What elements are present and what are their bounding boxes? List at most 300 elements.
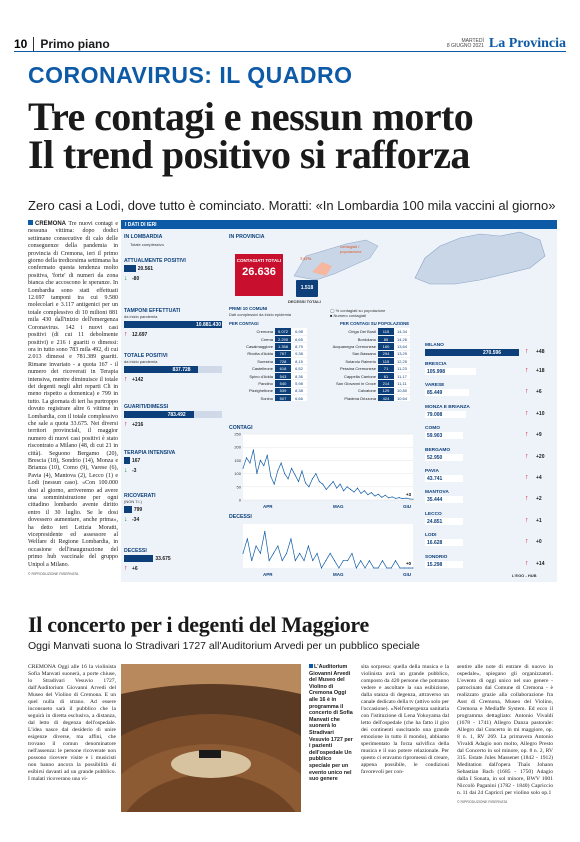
block-label: TAMPONI EFFETTUATI — [124, 308, 181, 314]
section-name: Primo piano — [33, 37, 109, 51]
comune-name: Acquanegra Cremonese — [332, 343, 376, 349]
y-tick-label: 0 — [238, 497, 241, 503]
arrow-up-icon: ↑ — [525, 452, 529, 460]
province-value: 15.298 — [425, 561, 463, 568]
province-value: 105.998 — [425, 368, 476, 375]
block-value-box — [124, 555, 153, 562]
data-point — [298, 481, 299, 482]
date-weekday: MARTEDÌ — [461, 37, 484, 44]
data-point — [408, 568, 409, 569]
comune-name: Spino d'Adda — [249, 373, 273, 379]
chart-area — [243, 524, 413, 568]
province-name: COMO — [425, 426, 440, 432]
province-row — [425, 490, 553, 504]
block-value-box — [124, 457, 130, 464]
table-row — [322, 335, 410, 342]
comune-name: Rivolta d'Adda — [247, 351, 273, 357]
comune-name: Soresina — [257, 358, 273, 364]
data-point — [386, 568, 387, 569]
article2-text-1: CREMONA Oggi alle 16 la violinista Sofia Manvati suonerà, a porte chiuse, lo Stradivari Vesuvio 1727, dall'Auditorium Giovanni Arvedi del Museo del Violino di Cremona. E un quel nulla di strano. Ad essere inconsueto sarà il pubblico che la seguirà in diretta esclusiva, a distanza, dal letto di degenza dell'ospedale. L'idea nasce dal desiderio di unire esigenze diverse, ma affini, che trovano il comun denominatore nell'assenza: le persone ricoverate non possono ricevere visite e i musicisti non hanno ancora la possibilità di esibirsi davanti ad un grande pubblico. I malati ricoverano una vi- — [28, 664, 116, 782]
comune-percent: 8,36 — [291, 372, 307, 379]
comune-percent: 5,98 — [291, 380, 307, 387]
provincia-label: IN PROVINCIA — [229, 234, 265, 240]
data-point — [378, 568, 379, 569]
comune-name: Solarolo Rainerio — [345, 358, 376, 364]
block-label: GUARITI/DIMESSI — [124, 404, 169, 410]
arrow-up-icon: ↑ — [525, 495, 529, 503]
last-value-label: +0 — [405, 561, 411, 566]
data-point — [256, 546, 257, 547]
data-point — [357, 488, 358, 489]
block-delta: -3 — [132, 468, 137, 474]
comune-name: Castelleone — [251, 366, 273, 372]
data-point — [247, 538, 248, 539]
data-point — [264, 531, 265, 532]
legend-pct-label: % contagiati su popolazione — [335, 308, 386, 313]
comune-percent: 8,15 — [291, 358, 307, 365]
block-value: +216 — [132, 422, 144, 428]
comune-name: Pandino — [258, 380, 273, 386]
arrow-down-icon: ↓ — [124, 467, 128, 474]
y-tick-label: 100 — [234, 471, 241, 477]
article2-column-4 — [457, 664, 553, 804]
table-row — [322, 387, 410, 394]
block-total: 10.881.430 — [196, 322, 222, 328]
comune-count: 540 — [275, 380, 291, 387]
contagi-chart — [229, 430, 419, 510]
date — [447, 39, 484, 49]
data-point — [249, 463, 250, 464]
province-delta: +10 — [536, 410, 545, 417]
block-value: 167 — [132, 458, 141, 464]
block-value: 799 — [133, 507, 143, 513]
province-milano — [425, 343, 553, 356]
comune-percent: 12,25 — [394, 358, 410, 365]
province-value: 59.903 — [425, 432, 463, 439]
comune-count: 507 — [275, 395, 291, 402]
page-header — [14, 36, 566, 52]
data-point — [329, 485, 330, 486]
per-pop-label: PER CONTAGI SU POPOLAZIONE — [340, 321, 410, 326]
comune-count: 618 — [275, 365, 291, 372]
comune-name: Pessina Cremonese — [339, 366, 376, 372]
block-delta: -34 — [132, 517, 140, 523]
table-row — [229, 328, 307, 335]
data-point — [277, 470, 278, 471]
article2-headline: Il concerto per i degenti del Maggiore — [28, 612, 369, 637]
table-row — [229, 343, 307, 350]
comune-percent: 6,65 — [291, 335, 307, 342]
comune-percent: 13,64 — [394, 343, 410, 350]
province-name: SONDRIO — [425, 554, 448, 560]
comune-count: 2.295 — [275, 335, 291, 342]
table-row — [322, 380, 410, 387]
data-point — [338, 568, 339, 569]
data-point — [371, 492, 372, 493]
data-point — [395, 498, 396, 499]
totale-legend: Totale complessivo — [130, 242, 164, 247]
province-name: LECCO — [425, 511, 442, 517]
block-sublabel: (NON T.I.) — [124, 499, 142, 504]
data-point — [308, 546, 309, 547]
data-point — [273, 553, 274, 554]
headline-line-2: Il trend positivo si rafforza — [28, 132, 470, 177]
data-point — [402, 498, 403, 499]
data-point — [392, 496, 393, 497]
comune-percent: 6,52 — [291, 365, 307, 372]
province-row — [425, 404, 553, 418]
data-point — [374, 496, 375, 497]
per-contagi-label: PER CONTAGI — [229, 321, 259, 326]
comune-percent: 11,23 — [394, 365, 410, 372]
block-label: ATTUALMENTE POSITIVI — [124, 258, 186, 264]
comune-count: 85 — [378, 335, 394, 342]
decessi-label: DECESSI TOTALI — [288, 299, 321, 304]
comune-percent: 11,11 — [394, 380, 410, 387]
data-point — [270, 476, 271, 477]
data-point — [373, 568, 374, 569]
block-value-box — [124, 265, 136, 272]
lombardia-map — [405, 228, 555, 288]
block-value: +142 — [132, 377, 144, 383]
comune-count: 728 — [275, 358, 291, 365]
data-point — [301, 470, 302, 471]
data-point — [343, 490, 344, 491]
data-point — [319, 481, 320, 482]
arrow-up-icon: ↑ — [525, 348, 529, 355]
comune-name: San Bassano — [352, 351, 376, 357]
comune-count: 543 — [275, 372, 291, 379]
comune-name: Casalmaggiore — [246, 343, 273, 349]
article2-copyright: © RIPRODUZIONE RISERVATA — [457, 800, 508, 804]
data-point — [291, 468, 292, 469]
table-row — [322, 358, 410, 365]
map-note: contagiati / popolazione — [340, 244, 362, 254]
data-point — [347, 486, 348, 487]
chart-decessi-title: DECESSI — [229, 514, 252, 520]
data-point — [385, 495, 386, 496]
comune-percent: 14,34 — [394, 328, 410, 335]
block-total: 837.728 — [172, 367, 191, 373]
data-point — [317, 553, 318, 554]
block-label: RICOVERATI — [124, 493, 156, 499]
block-delta: +6 — [132, 566, 138, 572]
y-tick-label: 250 — [234, 431, 241, 437]
table-row — [229, 365, 307, 372]
bullet-square-icon — [28, 220, 33, 225]
data-point — [367, 494, 368, 495]
article2-column-1 — [28, 664, 116, 783]
block-value: 12.697 — [132, 332, 148, 338]
data-point — [351, 553, 352, 554]
contagiati-box — [235, 254, 283, 296]
province-delta: +2 — [536, 496, 542, 503]
contagiati-value: 26.636 — [242, 266, 276, 278]
data-point — [312, 478, 313, 479]
comune-count: 767 — [275, 350, 291, 357]
province-value: 79.008 — [425, 411, 466, 418]
comune-count: 160 — [378, 343, 394, 350]
province-row — [425, 383, 553, 397]
legend-num: ■ Numero contagiati — [330, 313, 366, 318]
comune-name: San Giovanni in Croce — [335, 380, 376, 386]
data-point — [360, 493, 361, 494]
subheadline: Zero casi a Lodi, dove tutto è cominciato. Moratti: «In Lombardia 100 mila vaccini al giorno» — [28, 198, 556, 213]
province-value: 24.851 — [425, 518, 463, 525]
chart-contagi-title: CONTAGI — [229, 425, 253, 431]
arrow-up-icon: ↑ — [525, 516, 529, 524]
data-point — [413, 568, 414, 569]
caption-text: L'Auditorium Giovanni Arvedi del Museo del Violino di Cremona Oggi alle 16 è in programma il concerto di Sofia Manvati che suonerà lo Stradivari Vesuvio 1727 per i pazienti dell'ospedale Un pubblico speciale per un evento unico nel suo genere — [309, 664, 353, 783]
data-point — [354, 492, 355, 493]
data-point — [343, 560, 344, 561]
map-percentage: 7,67% — [300, 256, 312, 261]
data-point — [399, 497, 400, 498]
data-point — [350, 489, 351, 490]
auditorium-photo — [121, 664, 301, 812]
arrow-up-icon: ↑ — [525, 474, 529, 481]
province-name: VARESE — [425, 383, 445, 389]
arrow-up-icon: ↑ — [525, 559, 529, 567]
x-month-label: APR — [263, 572, 273, 577]
arrow-up-icon: ↑ — [124, 376, 128, 383]
data-point — [308, 486, 309, 487]
y-tick-label: 200 — [234, 444, 241, 450]
block-value: 33.675 — [155, 556, 171, 562]
data-point — [340, 484, 341, 485]
comune-name: Ciriga Dei Busti — [348, 329, 376, 335]
x-month-label: APR — [263, 504, 273, 509]
auditorium-image — [121, 664, 301, 812]
block-value-box — [124, 506, 132, 513]
contagiati-label: CONTAGIATI TOTALI — [236, 258, 282, 263]
province-row — [425, 362, 553, 375]
data-point — [364, 490, 365, 491]
comune-percent: 14,26 — [394, 335, 410, 342]
province-bar — [425, 349, 519, 356]
comuni-table-popolazione — [322, 328, 410, 402]
comune-name: Piadena Drizzona — [344, 395, 376, 401]
headline-line-1: Tre contagi e nessun morto — [28, 94, 474, 139]
data-point — [330, 553, 331, 554]
province-row — [425, 511, 553, 525]
headline — [28, 94, 568, 177]
copyright: © RIPRODUZIONE RISERVATA — [28, 572, 79, 577]
province-row — [425, 447, 553, 461]
block-label: TERAPIA INTENSIVA — [124, 450, 176, 456]
data-point — [267, 455, 268, 456]
data-point — [365, 568, 366, 569]
comune-count: 539 — [275, 387, 291, 394]
comune-name: Cremona — [256, 329, 273, 335]
province-value: 85.449 — [425, 389, 469, 396]
table-row — [322, 365, 410, 372]
data-point — [360, 560, 361, 561]
article2-text-3: sita sorpresa: quella della musica e la violinista avrà un grande pubblico, composto da 420 persone che potranno vedere e ascoltare la sua esibizione, dalla stanza di degenza, attraverso un canale dedicato della tv (attivo solo per l'occasione). «Nell'emergenza sanitaria con l'istituzione di Lena Yokoyama dal letto dell'ospedale (che ha fatto il giro dei continenti suscitando una grande emozione in tutto il mondo), abbiamo sperimentato la forza salvifica della musica e il suo potere relazionale. Per questo ci eravamo ripromessi di creare, appena possibile, le condizioni favorevoli per con- — [361, 664, 449, 775]
province-delta: +1 — [536, 517, 542, 524]
table-row — [322, 343, 410, 350]
article2-text-4: sentire alle note di entrare di nuovo in ospedale», spiegano gli organizzatori. L'evento di oggi unico nel suo genere - patrocinato dal Comune di Cremona - è realizzato grazie alla collaborazione fra Asst di Cremona, Museo del Violino, Cremona e Mediaffe System. Ed ecco il programma dettagliato: Antonio Vivaldi (1678 - 1741) Allegro Danza pastorale: Allegro dal Concerto in mi maggiore, op. 8 n. 1, RV 269. La primavera Antonio Vivaldi Adagio non molto, Allegro Presto dal Concerto in sol minore, op. 8 n. 2, RV 315. Estate Jules Massenet (1842 - 1912) Meditation dall'opera Thaïs Johann Sebastian Bach (1685 - 1750) Adagio dalla I Sonata, in sol minore, BWV 1001 Niccolò Paganini (1782 - 1840) Capriccio n. 11 dai 24 Capricci per violino solo op.1 — [457, 664, 553, 796]
x-month-label: MAG — [333, 572, 344, 577]
province-value: 43.741 — [425, 475, 463, 482]
comune-percent: 13,29 — [394, 350, 410, 357]
table-row — [322, 328, 410, 335]
data-point — [243, 468, 244, 469]
data-point — [391, 568, 392, 569]
comune-percent: 8,38 — [291, 387, 307, 394]
province-delta: +20 — [536, 453, 545, 460]
data-point — [315, 473, 316, 474]
data-point — [304, 560, 305, 561]
infographic-title: I DATI DI IERI — [121, 220, 557, 229]
province-name: BRESCIA — [425, 362, 447, 367]
data-point — [299, 553, 300, 554]
data-point — [409, 498, 410, 499]
table-row — [322, 350, 410, 357]
article-column — [28, 220, 118, 576]
comune-percent: 11,17 — [394, 372, 410, 379]
data-point — [413, 499, 414, 500]
data-point — [277, 546, 278, 547]
legend-num-label: Numero contagiati — [333, 313, 366, 318]
table-row — [229, 395, 307, 402]
article2-column-3 — [361, 664, 449, 776]
data-point — [334, 560, 335, 561]
x-month-label: GIU — [403, 572, 412, 577]
decessi-box: 1.518 — [296, 280, 318, 297]
data-point — [295, 474, 296, 475]
data-point — [333, 481, 334, 482]
comune-percent: 10,80 — [394, 387, 410, 394]
block-value: 20.561 — [137, 266, 154, 272]
province-delta: +4 — [536, 475, 542, 481]
y-tick-label: 150 — [234, 457, 241, 463]
comuni-table-contagi — [229, 328, 307, 402]
comune-name: Calvatone — [357, 388, 376, 394]
table-row — [229, 372, 307, 379]
data-point — [336, 488, 337, 489]
comune-count: 5.072 — [275, 328, 291, 335]
data-point — [260, 460, 261, 461]
comune-count: 115 — [378, 328, 394, 335]
province-row — [425, 533, 553, 547]
province-name: BERGAMO — [425, 447, 451, 453]
province-name: LODI — [425, 533, 437, 539]
data-point — [305, 482, 306, 483]
arrow-up-icon: ↑ — [124, 421, 128, 428]
arrow-up-icon: ↑ — [525, 431, 529, 439]
comune-percent: 8,79 — [291, 343, 307, 350]
province-delta: +48 — [536, 349, 545, 355]
province-name: MONZA E BRIANZA — [425, 404, 470, 410]
newspaper-logo: La Provincia — [488, 35, 566, 51]
source: L'EGO - HUB — [512, 573, 537, 578]
data-point — [388, 497, 389, 498]
caption-square-icon — [309, 664, 313, 668]
x-month-label: MAG — [333, 504, 344, 509]
comune-name: Sonino — [260, 395, 273, 401]
comune-percent: 10,64 — [394, 395, 410, 402]
data-point — [406, 498, 407, 499]
data-point — [395, 560, 396, 561]
data-point — [269, 560, 270, 561]
arrow-up-icon: ↑ — [124, 331, 128, 338]
comune-count: 424 — [378, 395, 394, 402]
province-delta: +6 — [536, 389, 542, 396]
arrow-up-icon: ↑ — [525, 388, 529, 396]
province-delta: +18 — [536, 368, 545, 374]
arrow-down-icon: ↓ — [124, 275, 128, 282]
table-row — [322, 395, 410, 402]
table-row — [229, 335, 307, 342]
data-point — [381, 497, 382, 498]
comune-count: 294 — [378, 350, 394, 357]
province-value: 52.950 — [425, 454, 463, 461]
data-point — [260, 553, 261, 554]
last-value-label: +3 — [405, 492, 411, 498]
data-point — [282, 560, 283, 561]
comune-name: Crema — [260, 336, 273, 342]
primi-label: PRIMI 10 COMUNI — [229, 306, 268, 311]
province-value: 270.596 — [483, 350, 502, 356]
data-point — [321, 568, 322, 569]
province-delta: +0 — [536, 539, 542, 546]
province-name: PAVIA — [425, 469, 439, 474]
data-point — [322, 484, 323, 485]
data-point — [378, 494, 379, 495]
data-point — [256, 473, 257, 474]
province-row — [425, 554, 553, 568]
table-row — [229, 380, 307, 387]
data-point — [347, 560, 348, 561]
data-point — [369, 560, 370, 561]
comune-count: 61 — [378, 372, 394, 379]
data-point — [325, 560, 326, 561]
block-sublabel: da inizio pandemia — [124, 314, 158, 319]
data-point — [295, 560, 296, 561]
comune-count: 129 — [378, 387, 394, 394]
province-name: MANTOVA — [425, 490, 449, 496]
y-tick-label: 50 — [236, 484, 241, 490]
table-row — [229, 387, 307, 394]
kicker: CORONAVIRUS: IL QUADRO — [28, 62, 353, 88]
decessi-chart — [229, 520, 419, 578]
data-point — [243, 553, 244, 554]
comune-name: Pizzighettone — [248, 388, 273, 394]
comune-percent: 6,66 — [291, 395, 307, 402]
comune-count: 71 — [378, 365, 394, 372]
article-text: Tre nuovi contagi e nessuna vittima: dopo dodici settimane consecutive di calo delle conseguenze della pandemia in provincia di Cremona, ieri il primo giorno della tredicesima settimana ha confermato questa tendenza molto positiva, 'forte' di numeri da zona bianca che accoscono le speranze. In Lombardia sono stati effettuati 12.697 tamponi tra cui 9.580 molecolari e 3.117 antigenici per un totale complessivo di 10 milioni 881 mila 430 dall'inizio dell'emergenza Coronavirus. 142 i nuovi casi positivi (di cui 11 debolmente positivi) e 216 i guariti o dimessi: ora in tutto sono 783 mila 492, di cui 2.013 dimessi e 781.389 guariti. Rimane invariato - a quota 167 - il numero dei ricoverati in Terapia intensiva, mentre diminuisce il totale dei degenti negli altri reparti Cli in meno rispetto a domenica) e 799 in tutto. La giornata di ieri ha purtroppo dovuto registrare altre 6 vittime in Lombardia, con il totale complessivo che sale a quota 33.675. Nei diversi territori provinciali, il maggior numero di nuovi casi positivi è stato riscontrato a Milano (48, di cui 21 in città). Seguono Bergamo (20), Brescia (18), Sondrio (14), Monza e Brianza (10), Como (9), Varese (6), Pavia (4), Mantova (2), Lecco (1) e Lodi (nessun caso). «Con 100.000 dosi al giorno, arriveremo ad avere una somministrazione per ogni cittadino lombardo avente diritto entro il 30 luglio. Se le dosi dovessero aumentare, anche prima», ha detto ieri Letizia Moratti, vicepresidente ed assessore al Welfare di Regione Lombardia, in occasione dell'inaugurazione del primo hub vaccinale del gruppo Unipol a Milano. — [28, 221, 118, 568]
primi-sub: Dati complessivi da inizio epidemia — [229, 312, 292, 317]
data-point — [288, 478, 289, 479]
data-point — [263, 465, 264, 466]
province-name: MILANO — [425, 343, 444, 348]
table-row — [229, 358, 307, 365]
arrow-up-icon: ↑ — [525, 409, 529, 417]
comune-percent: 6,98 — [291, 328, 307, 335]
comune-count: 115 — [378, 358, 394, 365]
data-point — [399, 568, 400, 569]
block-sublabel: da inizio pandemia — [124, 359, 158, 364]
province-delta: +14 — [536, 560, 545, 567]
data-point — [312, 560, 313, 561]
data-point — [356, 568, 357, 569]
data-point — [404, 568, 405, 569]
chart-area — [243, 434, 413, 500]
data-point — [382, 560, 383, 561]
arrow-up-icon: ↑ — [124, 565, 128, 572]
data-point — [286, 553, 287, 554]
